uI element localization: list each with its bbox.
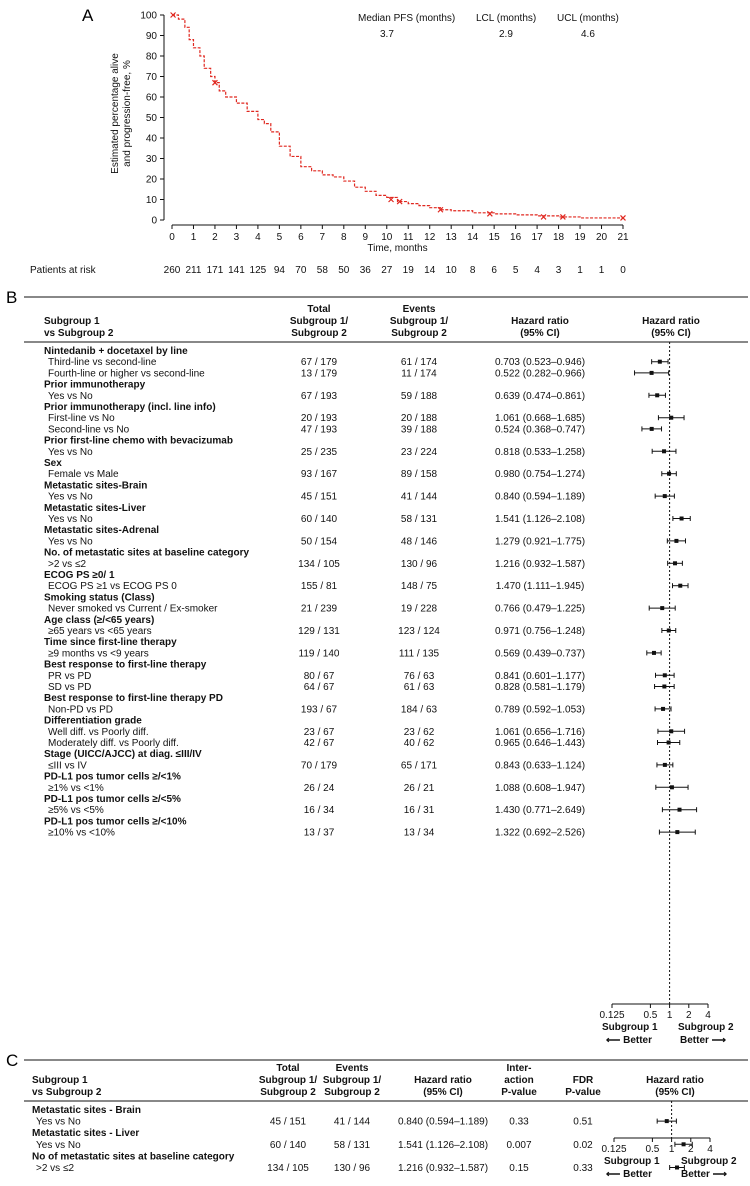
forest-x-tick-label: 4 xyxy=(705,1010,711,1021)
row-total: 70 / 179 xyxy=(300,760,338,772)
row-label: ≤III vs IV xyxy=(48,760,87,772)
summary-header-lcl: LCL (months) xyxy=(476,13,537,24)
subgroup-title: Metastatic sites - Brain xyxy=(32,1105,141,1116)
row-events: 59 / 188 xyxy=(400,390,438,402)
row-label: Yes vs No xyxy=(48,536,93,548)
row-hazard-ratio: 1.541 (1.126–2.108) xyxy=(397,1139,489,1151)
row-fdr-p: 0.02 xyxy=(573,1139,593,1151)
row-interaction-p: 0.15 xyxy=(509,1163,529,1174)
forest-x-tick-label: 1 xyxy=(666,1010,673,1021)
subgroup-title: Prior immunotherapy (incl. line info) xyxy=(44,402,216,413)
c-header-total-3: Subgroup 2 xyxy=(260,1087,316,1098)
row-hazard-ratio: 1.216 (0.932–1.587) xyxy=(494,558,586,570)
hr-point xyxy=(680,517,684,521)
risk-count: 0 xyxy=(620,265,626,276)
y-axis-title-line1: Estimated percentage alive xyxy=(110,53,121,174)
row-label: Fourth-line or higher vs second-line xyxy=(48,368,205,380)
y-tick-label: 90 xyxy=(145,31,157,42)
row-hazard-ratio: 0.828 (0.581–1.179) xyxy=(494,682,586,693)
hr-point xyxy=(667,629,671,633)
summary-header-ucl: UCL (months) xyxy=(557,13,619,24)
row-hazard-ratio: 1.088 (0.608–1.947) xyxy=(494,782,586,794)
y-tick-label: 20 xyxy=(145,174,157,186)
x-tick-label: 11 xyxy=(403,232,414,243)
y-tick-label: 80 xyxy=(145,51,157,63)
row-label: ≥9 months vs <9 years xyxy=(48,648,149,660)
forest-panel-b xyxy=(6,288,748,1046)
subgroup-title: ECOG PS ≥0/ 1 xyxy=(44,570,115,581)
x-tick-label: 20 xyxy=(595,232,608,243)
subgroup-title: Age class (≥/<65 years) xyxy=(44,614,155,626)
forest-x-tick-label: 2 xyxy=(686,1010,692,1021)
hr-point xyxy=(675,1166,679,1170)
row-total: 64 / 67 xyxy=(303,682,335,693)
row-hazard-ratio: 1.541 (1.126–2.108) xyxy=(494,514,586,525)
row-hazard-ratio: 0.840 (0.594–1.189) xyxy=(397,1116,489,1128)
row-label: Yes vs No xyxy=(48,390,93,402)
x-tick-label: 19 xyxy=(574,232,586,243)
risk-count: 36 xyxy=(359,265,371,276)
row-total: 50 / 154 xyxy=(300,536,338,548)
c-footer-right-2: Better ⟶ xyxy=(681,1169,728,1180)
risk-count: 8 xyxy=(469,265,476,276)
forest-x-tick-label: 4 xyxy=(707,1144,713,1155)
risk-count: 19 xyxy=(402,265,414,276)
x-tick-label: 5 xyxy=(276,232,283,243)
row-label: First-line vs No xyxy=(48,413,115,425)
c-header-events-2: Subgroup 1/ xyxy=(322,1075,382,1086)
b-header-events-2: Subgroup 1/ xyxy=(389,316,449,327)
x-tick-label: 18 xyxy=(553,232,565,243)
x-tick-label: 3 xyxy=(233,232,240,243)
row-total: 80 / 67 xyxy=(303,670,335,682)
b-header-events-1: Events xyxy=(402,304,436,315)
row-label: ≥5% vs <5% xyxy=(48,805,104,817)
c-header-fdr-2: P-value xyxy=(565,1087,601,1098)
row-events: 16 / 31 xyxy=(403,805,435,817)
hr-point xyxy=(667,472,671,476)
row-total: 67 / 193 xyxy=(300,390,338,402)
censor-mark xyxy=(541,214,546,219)
subgroup-title: Metastatic sites - Liver xyxy=(32,1128,140,1140)
c-header-total-2: Subgroup 1/ xyxy=(258,1075,318,1086)
forest-panel-c xyxy=(6,1051,748,1180)
row-hazard-ratio: 0.840 (0.594–1.189) xyxy=(494,491,586,503)
row-total: 193 / 67 xyxy=(300,704,338,716)
b-header-plot-2: (95% CI) xyxy=(651,328,691,339)
y-tick-label: 70 xyxy=(145,72,157,83)
subgroup-title: Prior first-line chemo with bevacizumab xyxy=(44,435,233,447)
x-tick-label: 1 xyxy=(190,232,197,243)
row-label: >2 vs ≤2 xyxy=(48,558,87,570)
row-hazard-ratio: 1.430 (0.771–2.649) xyxy=(494,805,586,817)
row-total: 93 / 167 xyxy=(300,469,338,481)
row-total: 45 / 151 xyxy=(300,491,338,503)
b-footer-left-2: ⟵ Better xyxy=(606,1035,653,1046)
row-events: 61 / 63 xyxy=(403,682,435,693)
risk-table-label: Patients at risk xyxy=(30,265,96,276)
summary-value-median: 3.7 xyxy=(380,29,394,40)
subgroup-title: Prior immunotherapy xyxy=(44,379,146,391)
risk-count: 211 xyxy=(185,265,202,276)
row-events: 19 / 228 xyxy=(400,603,438,615)
b-header-subgroup-1: Subgroup 1 xyxy=(44,316,100,327)
hr-point xyxy=(650,371,654,375)
x-tick-label: 16 xyxy=(510,232,522,243)
c-header-subgroup-1: Subgroup 1 xyxy=(32,1075,88,1086)
row-total: 42 / 67 xyxy=(303,738,335,749)
row-hazard-ratio: 1.216 (0.932–1.587) xyxy=(397,1163,489,1174)
row-label: Second-line vs No xyxy=(48,424,130,436)
hr-point xyxy=(675,830,679,834)
row-total: 45 / 151 xyxy=(269,1116,307,1128)
hr-point xyxy=(661,707,665,711)
subgroup-title: Best response to first-line therapy xyxy=(44,659,207,671)
row-events: 41 / 144 xyxy=(400,491,438,503)
hr-point xyxy=(655,393,659,397)
row-events: 184 / 63 xyxy=(400,704,438,716)
c-header-fdr-1: FDR xyxy=(572,1075,594,1086)
row-hazard-ratio: 1.470 (1.111–1.945) xyxy=(495,581,585,593)
km-curve-pfs xyxy=(172,15,623,218)
row-hazard-ratio: 0.639 (0.474–0.861) xyxy=(494,390,586,402)
forest-x-tick-label: 0.125 xyxy=(599,1010,625,1021)
row-label: Third-line vs second-line xyxy=(48,357,157,369)
b-header-total-1: Total xyxy=(307,304,331,315)
subgroup-title: Metastatic sites-Brain xyxy=(44,480,148,492)
forest-b-rows xyxy=(44,342,711,1021)
y-tick-label: 0 xyxy=(151,215,157,227)
row-events: 39 / 188 xyxy=(400,424,438,436)
row-fdr-p: 0.33 xyxy=(573,1163,593,1174)
forest-x-tick-label: 1 xyxy=(668,1144,675,1155)
row-total: 119 / 140 xyxy=(298,648,340,660)
b-header-hr-1: Hazard ratio xyxy=(511,316,569,327)
b-header-plot-1: Hazard ratio xyxy=(642,316,700,327)
x-tick-label: 6 xyxy=(298,232,304,243)
row-events: 58 / 131 xyxy=(400,514,438,525)
risk-count: 10 xyxy=(445,265,457,276)
subgroup-title: PD-L1 pos tumor cells ≥/<10% xyxy=(44,816,187,828)
row-label: SD vs PD xyxy=(48,682,92,693)
row-fdr-p: 0.51 xyxy=(573,1116,593,1128)
km-panel xyxy=(30,6,629,276)
risk-count: 94 xyxy=(273,265,285,276)
row-label: Yes vs No xyxy=(36,1116,81,1128)
row-hazard-ratio: 1.061 (0.656–1.716) xyxy=(494,726,586,738)
row-total: 47 / 193 xyxy=(300,424,338,436)
row-total: 20 / 193 xyxy=(300,413,338,425)
x-tick-label: 0 xyxy=(169,232,175,243)
x-tick-label: 13 xyxy=(445,232,457,243)
c-header-events-3: Subgroup 2 xyxy=(324,1087,380,1098)
row-events: 123 / 124 xyxy=(398,626,440,637)
row-hazard-ratio: 0.766 (0.479–1.225) xyxy=(494,603,586,615)
row-total: 13 / 37 xyxy=(303,827,335,839)
c-header-plot-1: Hazard ratio xyxy=(646,1075,704,1086)
risk-count: 125 xyxy=(249,265,267,276)
row-interaction-p: 0.33 xyxy=(509,1116,529,1128)
x-tick-label: 7 xyxy=(319,232,326,243)
summary-value-ucl: 4.6 xyxy=(581,29,595,40)
row-label: ECOG PS ≥1 vs ECOG PS 0 xyxy=(48,581,177,593)
subgroup-title: Time since first-line therapy xyxy=(44,637,177,649)
b-header-hr-2: (95% CI) xyxy=(520,328,560,339)
subgroup-title: No of metastatic sites at baseline category xyxy=(32,1151,235,1163)
c-footer-left-2: ⟵ Better xyxy=(606,1169,653,1180)
subgroup-title: PD-L1 pos tumor cells ≥/<5% xyxy=(44,794,181,805)
summary-value-lcl: 2.9 xyxy=(499,29,513,40)
summary-header-median: Median PFS (months) xyxy=(358,13,456,24)
subgroup-title: No. of metastatic sites at baseline category xyxy=(44,547,250,559)
row-label: Yes vs No xyxy=(48,491,93,503)
y-tick-label: 100 xyxy=(140,10,157,22)
subgroup-title: Stage (UICC/AJCC) at diag. ≤III/IV xyxy=(44,749,202,761)
row-events: 130 / 96 xyxy=(400,558,438,570)
y-tick-label: 30 xyxy=(145,154,157,165)
hr-point xyxy=(678,808,682,812)
row-total: 13 / 179 xyxy=(300,368,338,380)
row-label: Moderately diff. vs Poorly diff. xyxy=(48,738,179,749)
subgroup-title: PD-L1 pos tumor cells ≥/<1% xyxy=(44,771,181,783)
row-events: 76 / 63 xyxy=(403,670,435,682)
hr-point xyxy=(674,539,678,543)
row-label: Yes vs No xyxy=(48,446,93,458)
risk-count: 171 xyxy=(206,265,224,276)
c-header-hr-1: Hazard ratio xyxy=(414,1075,472,1086)
panel-c-label: C xyxy=(6,1051,19,1070)
y-axis-title-line2: and progression-free, % xyxy=(122,60,133,167)
row-label: Female vs Male xyxy=(48,469,119,481)
risk-count: 5 xyxy=(512,265,519,276)
risk-count: 1 xyxy=(577,265,583,276)
row-total: 16 / 34 xyxy=(303,805,335,817)
x-tick-label: 12 xyxy=(424,232,436,243)
row-hazard-ratio: 0.971 (0.756–1.248) xyxy=(494,626,586,637)
hr-point xyxy=(662,449,666,453)
row-label: ≥1% vs <1% xyxy=(48,782,104,794)
row-label: ≥65 years vs <65 years xyxy=(48,626,152,637)
hr-point xyxy=(662,685,666,689)
risk-count: 4 xyxy=(534,265,540,276)
row-events: 40 / 62 xyxy=(403,738,435,749)
row-total: 134 / 105 xyxy=(267,1163,309,1174)
c-header-plot-2: (95% CI) xyxy=(655,1087,695,1098)
b-header-subgroup-2: vs Subgroup 2 xyxy=(44,328,114,339)
c-header-pint-3: P-value xyxy=(501,1087,537,1098)
forest-x-tick-label: 0.5 xyxy=(645,1144,660,1155)
forest-x-tick-label: 2 xyxy=(688,1144,694,1155)
hr-point xyxy=(673,561,677,565)
row-label: PR vs PD xyxy=(48,670,92,682)
hr-point xyxy=(682,1142,686,1146)
panel-a-label: A xyxy=(82,6,94,25)
risk-count: 50 xyxy=(338,265,350,276)
row-total: 60 / 140 xyxy=(300,514,338,525)
risk-count: 3 xyxy=(555,265,562,276)
y-axis-title xyxy=(110,53,133,174)
row-events: 23 / 62 xyxy=(403,726,435,738)
x-tick-label: 15 xyxy=(488,232,500,243)
row-hazard-ratio: 0.843 (0.633–1.124) xyxy=(494,760,586,772)
x-tick-label: 10 xyxy=(381,232,393,243)
risk-count: 1 xyxy=(598,265,605,276)
row-events: 13 / 34 xyxy=(403,827,435,839)
row-hazard-ratio: 0.789 (0.592–1.053) xyxy=(494,704,586,716)
row-events: 48 / 146 xyxy=(400,536,438,548)
b-header-total-2: Subgroup 1/ xyxy=(289,316,349,327)
row-events: 130 / 96 xyxy=(333,1163,371,1174)
row-events: 26 / 21 xyxy=(403,782,435,794)
subgroup-title: Nintedanib + docetaxel by line xyxy=(44,346,188,357)
row-events: 148 / 75 xyxy=(400,581,438,593)
row-total: 129 / 131 xyxy=(298,626,340,637)
b-footer-left-1: Subgroup 1 xyxy=(602,1022,658,1033)
row-hazard-ratio: 0.522 (0.282–0.966) xyxy=(494,368,586,380)
c-footer-left-1: Subgroup 1 xyxy=(604,1156,660,1167)
hr-point xyxy=(650,427,654,431)
row-total: 67 / 179 xyxy=(300,357,338,369)
risk-count: 260 xyxy=(163,265,181,276)
row-events: 20 / 188 xyxy=(400,413,438,425)
x-axis-title: Time, months xyxy=(367,243,428,254)
row-hazard-ratio: 0.818 (0.533–1.258) xyxy=(494,446,586,458)
x-tick-label: 4 xyxy=(255,232,261,243)
x-tick-label: 9 xyxy=(362,232,369,243)
row-label: Non-PD vs PD xyxy=(48,704,114,716)
row-hazard-ratio: 1.061 (0.668–1.685) xyxy=(494,413,586,425)
subgroup-title: Metastatic sites-Adrenal xyxy=(44,525,160,537)
row-hazard-ratio: 0.569 (0.439–0.737) xyxy=(494,648,586,660)
risk-count: 14 xyxy=(424,265,436,276)
hr-point xyxy=(658,360,662,364)
hr-point xyxy=(663,673,667,677)
x-tick-label: 21 xyxy=(617,232,629,243)
row-hazard-ratio: 0.965 (0.646–1.443) xyxy=(494,738,586,749)
forest-x-tick-label: 0.5 xyxy=(643,1010,658,1021)
risk-count: 27 xyxy=(381,265,393,276)
row-total: 26 / 24 xyxy=(303,782,335,794)
censor-mark xyxy=(487,211,492,216)
panel-b-label: B xyxy=(6,288,18,307)
risk-count: 58 xyxy=(316,265,328,276)
risk-count: 141 xyxy=(228,265,245,276)
hr-point xyxy=(652,651,656,655)
censor-mark xyxy=(621,215,626,220)
row-hazard-ratio: 1.322 (0.692–2.526) xyxy=(494,827,586,839)
row-events: 11 / 174 xyxy=(401,368,437,380)
y-tick-label: 60 xyxy=(145,92,157,104)
b-header-total-3: Subgroup 2 xyxy=(291,328,347,339)
row-label: ≥10% vs <10% xyxy=(48,827,115,839)
x-tick-label: 14 xyxy=(467,232,479,243)
km-plot xyxy=(110,11,629,255)
row-label: >2 vs ≤2 xyxy=(36,1163,75,1174)
subgroup-title: Metastatic sites-Liver xyxy=(44,502,146,514)
row-total: 25 / 235 xyxy=(300,446,338,458)
hr-point xyxy=(663,763,667,767)
x-tick-label: 8 xyxy=(341,232,347,243)
row-events: 89 / 158 xyxy=(400,469,438,481)
hr-point xyxy=(678,584,682,588)
row-total: 60 / 140 xyxy=(269,1139,307,1151)
row-events: 111 / 135 xyxy=(398,648,440,660)
c-header-events-1: Events xyxy=(335,1063,369,1074)
x-tick-label: 17 xyxy=(531,232,543,243)
c-header-pint-2: action xyxy=(504,1075,534,1086)
c-footer-right-1: Subgroup 2 xyxy=(681,1156,737,1167)
row-hazard-ratio: 0.524 (0.368–0.747) xyxy=(494,424,586,436)
b-footer-right-1: Subgroup 2 xyxy=(678,1022,734,1033)
row-events: 65 / 171 xyxy=(400,760,438,772)
row-events: 58 / 131 xyxy=(333,1139,371,1151)
row-total: 155 / 81 xyxy=(300,581,338,593)
row-hazard-ratio: 0.980 (0.754–1.274) xyxy=(494,469,586,481)
row-label: Never smoked vs Current / Ex-smoker xyxy=(48,603,218,615)
subgroup-title: Best response to first-line therapy PD xyxy=(44,693,223,705)
row-label: Yes vs No xyxy=(36,1139,81,1151)
row-events: 23 / 224 xyxy=(400,446,438,458)
hr-point xyxy=(663,494,667,498)
subgroup-title: Sex xyxy=(44,458,62,469)
b-footer-right-2: Better ⟶ xyxy=(680,1035,727,1046)
y-tick-label: 10 xyxy=(145,195,157,206)
c-header-hr-2: (95% CI) xyxy=(423,1087,463,1098)
row-total: 134 / 105 xyxy=(298,558,340,570)
row-total: 21 / 239 xyxy=(300,603,338,615)
hr-point xyxy=(670,785,674,789)
row-label: Yes vs No xyxy=(48,514,93,525)
y-tick-label: 50 xyxy=(145,113,157,124)
row-events: 41 / 144 xyxy=(333,1116,371,1128)
y-tick-label: 40 xyxy=(145,133,157,145)
c-header-subgroup-2: vs Subgroup 2 xyxy=(32,1087,102,1098)
hr-point xyxy=(665,1119,669,1123)
c-header-total-1: Total xyxy=(276,1063,300,1074)
row-events: 61 / 174 xyxy=(400,357,438,369)
forest-x-tick-label: 0.125 xyxy=(601,1144,627,1155)
risk-table xyxy=(164,265,627,276)
risk-count: 70 xyxy=(295,265,307,276)
b-header-events-3: Subgroup 2 xyxy=(391,328,447,339)
row-total: 23 / 67 xyxy=(303,726,335,738)
row-label: Well diff. vs Poorly diff. xyxy=(48,726,149,738)
row-interaction-p: 0.007 xyxy=(506,1139,532,1151)
risk-count: 6 xyxy=(491,265,497,276)
subgroup-title: Differentiation grade xyxy=(44,715,142,727)
row-hazard-ratio: 0.703 (0.523–0.946) xyxy=(494,357,586,369)
c-header-pint-1: Inter- xyxy=(506,1063,532,1074)
x-tick-label: 2 xyxy=(212,232,218,243)
hr-point xyxy=(660,606,664,610)
subgroup-title: Smoking status (Class) xyxy=(44,592,155,604)
row-hazard-ratio: 1.279 (0.921–1.775) xyxy=(494,536,586,548)
row-hazard-ratio: 0.841 (0.601–1.177) xyxy=(494,670,586,682)
